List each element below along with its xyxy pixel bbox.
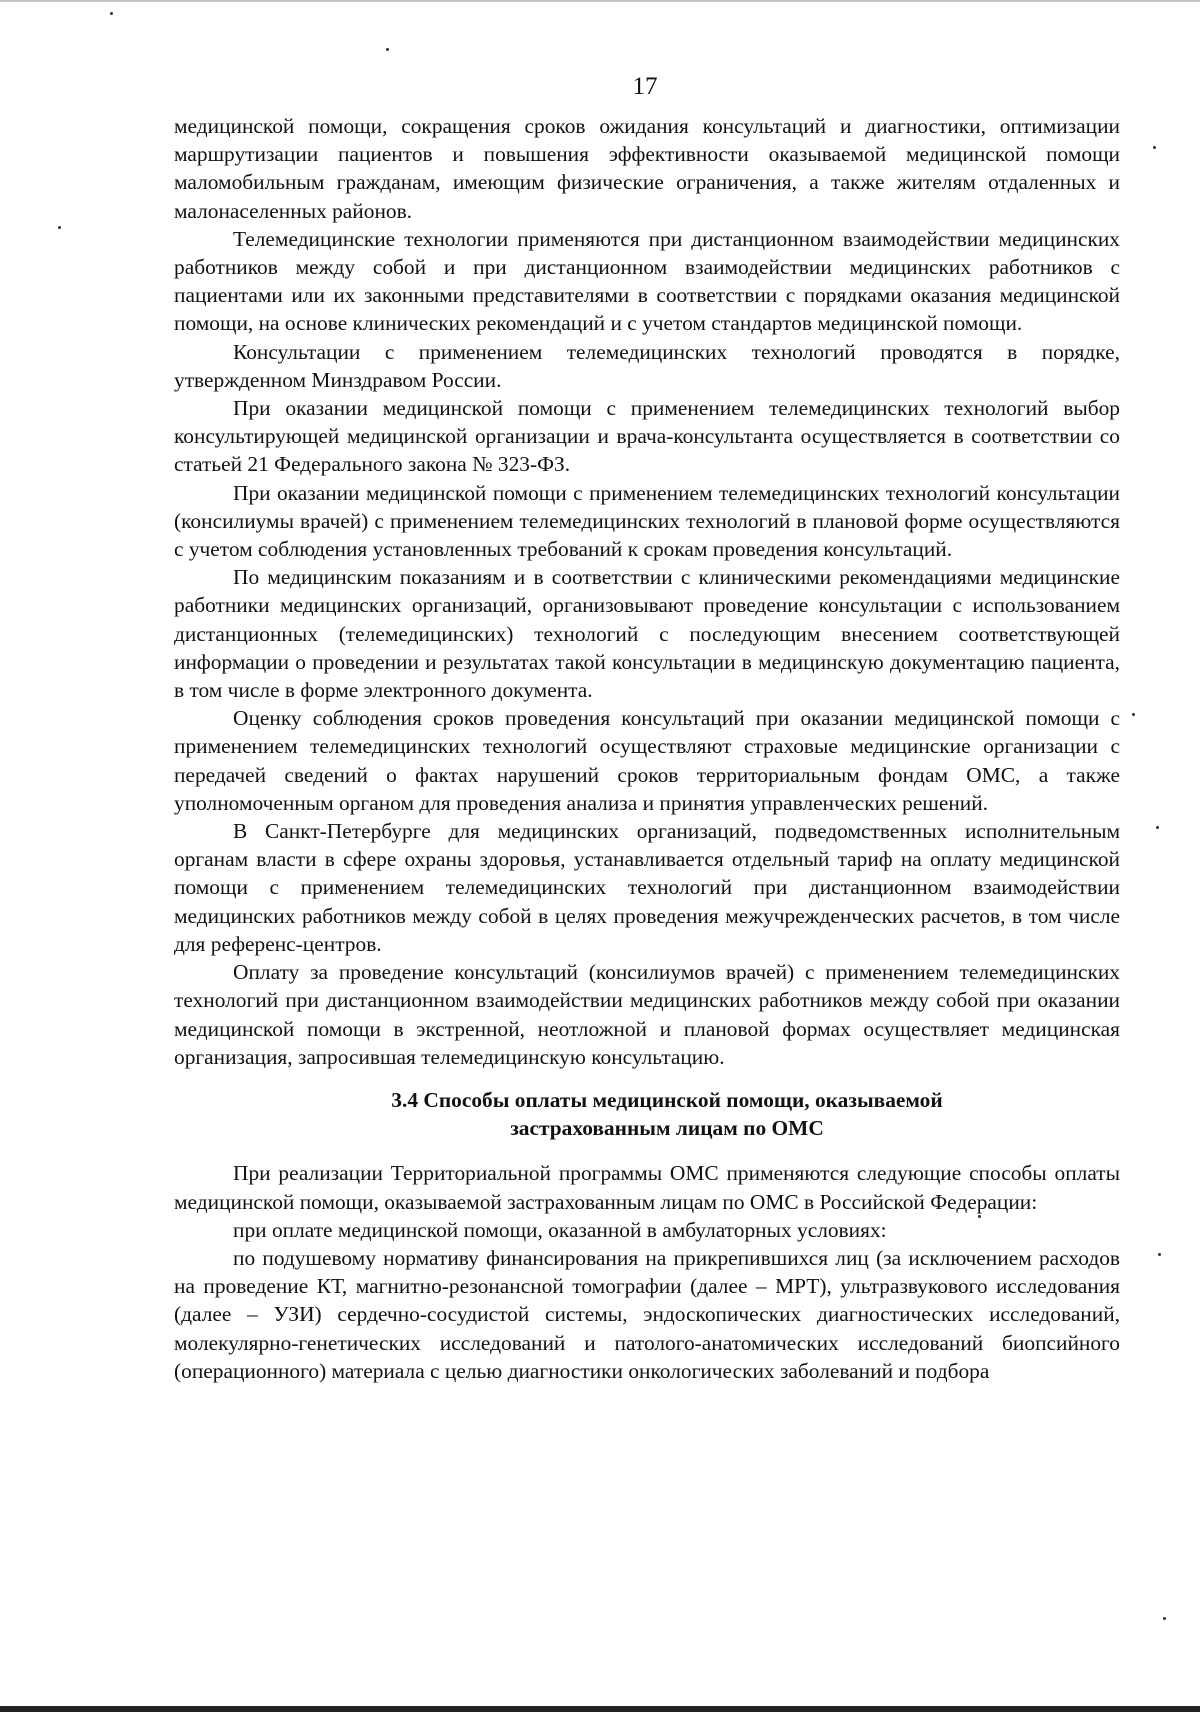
paragraph: По медицинским показаниям и в соответствии с клиническими рекомендациями медицинские работники медицинских организаций, организовывают проведение консультации с использованием дистанционных (телемедицинских) технологий с последующим внесением соответствующей информации о проведении и результатах такой консультации в медицинскую документацию пациента, в том числе в форме электронного документа. — [174, 565, 1120, 703]
paragraph: Телемедицинские технологии применяются при дистанционном взаимодействии медицинских работников между собой и при дистанционном взаимодействии медицинских работников с пациентами или их законными представителями в соответствии с порядками оказания медицинской помощи, на основе клинических рекомендаций и с учетом стандартов медицинской помощи. — [174, 226, 1120, 336]
section-heading-line-2: застрахованным лицам по ОМС — [510, 1116, 824, 1141]
paragraph: При оказании медицинской помощи с применением телемедицинских технологий выбор консультирующей медицинской организации и врача-консультанта осуществляется в соответствии со статьей 21 Федерального закона № 323-ФЗ. — [174, 396, 1120, 477]
document-body — [174, 112, 1120, 1385]
scan-edge-top — [0, 0, 1200, 2]
section-heading-line-1: 3.4 Способы оплаты медицинской помощи, оказываемой — [391, 1087, 943, 1112]
paragraph: Консультации с применением телемедицинских технологий проводятся в порядке, утвержденном Минздравом России. — [174, 339, 1120, 392]
scan-edge-bottom — [0, 1706, 1200, 1712]
paragraph: Оценку соблюдения сроков проведения консультаций при оказании медицинской помощи с применением телемедицинских технологий осуществляют страховые медицинские организации с передачей сведений о фактах нарушений сроков территориальным фондам ОМС, а также уполномоченным органом для проведения анализа и принятия управленческих решений. — [174, 706, 1120, 815]
scan-speck — [58, 226, 61, 229]
paragraph: по подушевому нормативу финансирования на прикрепившихся лиц (за исключением расходов на проведение КТ, магнитно-резонансной томографии (далее – МРТ), ультразвукового исследования (далее – УЗИ) сердечно-сосудистой системы, эндоскопических диагностических исследований, молекулярно-генетических исследований и патолого-анатомических исследований биопсийного (операционного) материала с целью диагностики онкологических заболеваний и подбора — [174, 1245, 1120, 1383]
paragraphs-after-heading — [174, 1159, 1120, 1385]
paragraphs-before-heading — [174, 112, 1120, 1071]
paragraph: В Санкт-Петербурге для медицинских организаций, подведомственных исполнительным органам власти в сфере охраны здоровья, устанавливается отдельный тариф на оплату медицинской помощи с применением телемедицинских технологий при дистанционном взаимодействии медицинских работников между собой в целях проведения межучрежденческих расчетов, в том числе для референс-центров. — [174, 819, 1120, 956]
scan-speck — [1156, 826, 1159, 829]
paragraph: медицинской помощи, сокращения сроков ожидания консультаций и диагностики, оптимизации маршрутизации пациентов и повышения эффективности оказываемой медицинской помощи маломобильным гражданам, имеющим физические ограничения, а также жителям отдаленных и малонаселенных районов. — [174, 114, 1120, 223]
paragraph: при оплате медицинской помощи, оказанной в амбулаторных условиях: — [233, 1217, 887, 1242]
scan-speck — [386, 48, 389, 51]
section-heading — [174, 1086, 1120, 1142]
scan-speck — [1158, 1253, 1161, 1256]
scan-speck — [1132, 713, 1135, 716]
paragraph: При реализации Территориальной программы ОМС применяются следующие способы оплаты медицинской помощи, оказываемой застрахованным лицам по ОМС в Российской Федерации: — [174, 1161, 1120, 1214]
paragraph: Оплату за проведение консультаций (консилиумов врачей) с применением телемедицинских технологий при дистанционном взаимодействии медицинских работников между собой при оказании медицинской помощи в экстренной, неотложной и плановой формах осуществляет медицинская организация, запросившая телемедицинскую консультацию. — [174, 960, 1120, 1069]
scan-speck — [110, 12, 113, 15]
scan-speck — [1153, 146, 1156, 149]
paragraph: При оказании медицинской помощи с применением телемедицинских технологий консультации (консилиумы врачей) с применением телемедицинских технологий в плановой форме осуществляются с учетом соблюдения установленных требований к срокам проведения консультаций. — [174, 480, 1120, 562]
scan-speck — [1163, 1617, 1166, 1620]
page-number: 17 — [632, 73, 658, 100]
